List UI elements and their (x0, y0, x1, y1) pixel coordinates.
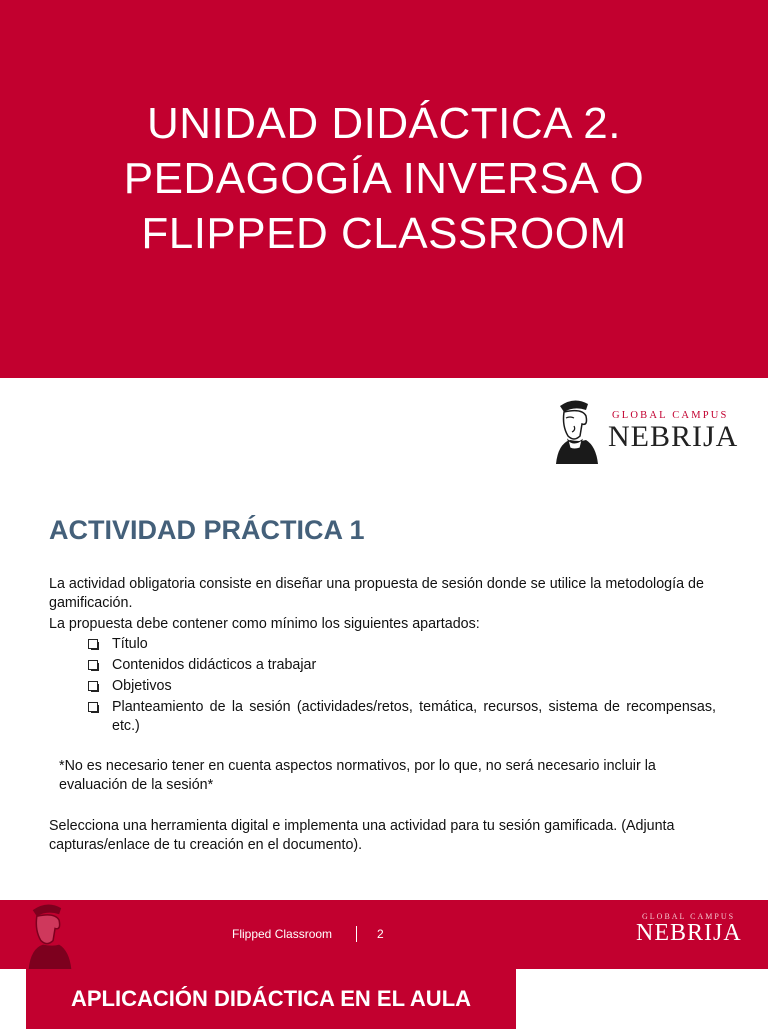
title-line-3: FLIPPED CLASSROOM (141, 209, 627, 258)
slide-title (0, 0, 768, 480)
requirements-list (88, 635, 716, 738)
list-item-text: Objetivos (112, 678, 172, 694)
list-item (88, 677, 716, 696)
footer-logo-global-campus: GLOBAL CAMPUS (642, 912, 736, 921)
checkbox-icon (88, 639, 98, 649)
list-item-text: Título (112, 636, 148, 652)
nebrija-logo (552, 396, 742, 466)
checkbox-icon (88, 702, 98, 712)
checkbox-icon (88, 660, 98, 670)
list-item (88, 656, 716, 675)
slide-activity (0, 481, 768, 1024)
section-banner (26, 969, 516, 1029)
title-band (0, 0, 768, 378)
title-line-2: PEDAGOGÍA INVERSA O (123, 154, 645, 203)
title-line-1: UNIDAD DIDÁCTICA 2. (146, 99, 621, 148)
paragraph-3: Selecciona una herramienta digital e implementa una actividad para tu sesión gamificada. (Adjunta capturas/enlace de tu creación en el documento). (49, 818, 675, 853)
nebrija-portrait-icon (552, 396, 602, 464)
paragraph-2: La propuesta debe contener como mínimo los siguientes apartados: (49, 616, 480, 632)
slide-footer (0, 900, 768, 969)
paragraph-1: La actividad obligatoria consiste en diseñar una propuesta de sesión donde se utilice la metodología de gamificación. (49, 576, 704, 611)
list-item (88, 635, 716, 654)
activity-heading: ACTIVIDAD PRÁCTICA 1 (49, 515, 365, 545)
footer-logo-nebrija: NEBRIJA (636, 920, 742, 946)
footer-divider (356, 926, 357, 942)
footer-portrait-icon (20, 900, 80, 969)
note-text: *No es necesario tener en cuenta aspectos normativos, por lo que, no será necesario incluir la evaluación de la sesión* (59, 758, 656, 793)
page-number: 2 (377, 927, 384, 941)
list-item-text: Contenidos didácticos a trabajar (112, 657, 317, 673)
checkbox-icon (88, 681, 98, 691)
list-item (88, 698, 716, 736)
slide-title-text (0, 96, 768, 261)
footer-title: Flipped Classroom (232, 927, 333, 941)
section-banner-text: APLICACIÓN DIDÁCTICA EN EL AULA (70, 986, 472, 1011)
logo-global-campus: GLOBAL CAMPUS (612, 410, 729, 421)
list-item-text: Planteamiento de la sesión (actividades/retos, temática, recursos, sistema de recompensas, etc.) (112, 699, 716, 734)
logo-nebrija: NEBRIJA (608, 420, 739, 453)
